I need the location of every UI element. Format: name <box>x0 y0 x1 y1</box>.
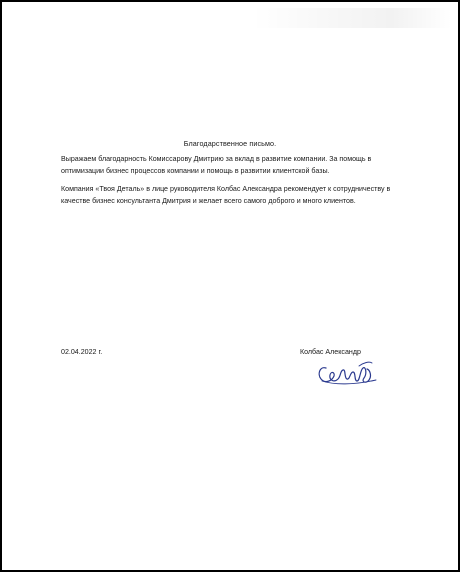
letter-date: 02.04.2022 г. <box>61 348 103 356</box>
scan-artifact <box>252 8 452 28</box>
letter-title: Благодарственное письмо. <box>183 139 277 148</box>
letter-paragraph-2: Компания «Твоя Деталь» в лице руководителя Колбас Александра рекомендует к сотрудничеству в качестве бизнес консультанта Дмитрия и желает всего самого доброго и много клиентов. <box>61 185 391 205</box>
handwritten-signature <box>314 354 384 390</box>
signer-name: Колбас Александр <box>300 348 361 356</box>
letter-paragraph-1: Выражаем благодарность Комиссарову Дмитрию за вклад в развитие компании. За помощь в оптимизации бизнес процессов компании и помощь в развитии клиентской базы. <box>61 155 372 175</box>
